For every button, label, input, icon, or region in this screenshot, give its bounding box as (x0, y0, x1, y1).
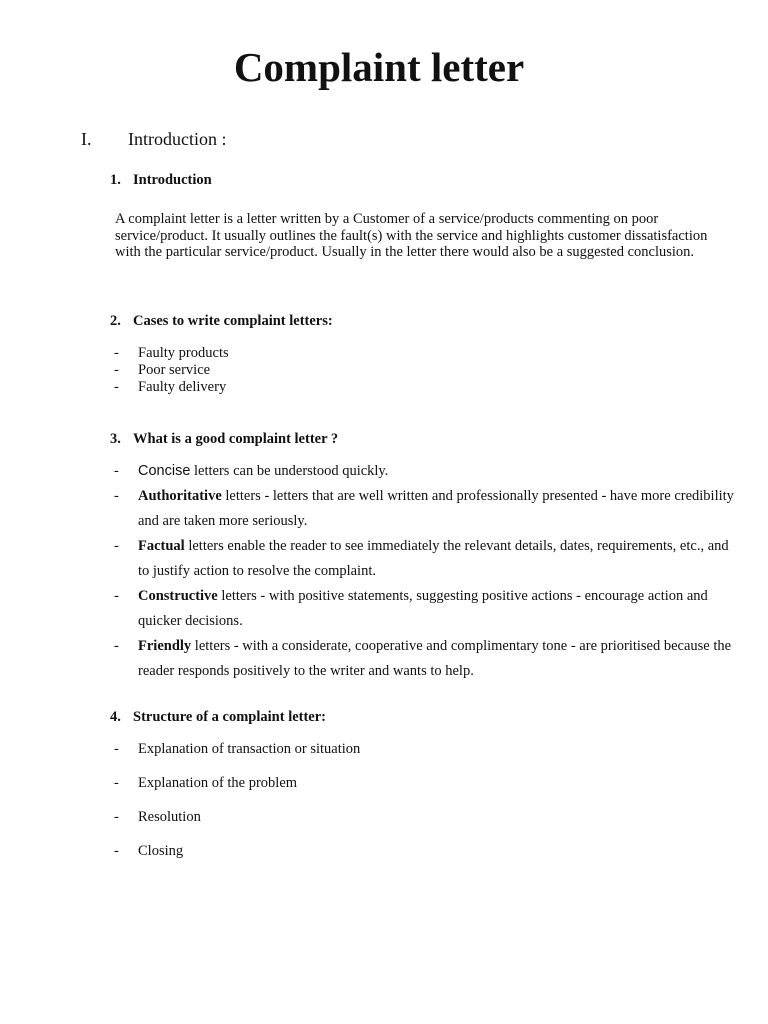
list-item: - Faulty delivery (114, 379, 229, 396)
quality-term: Factual (138, 538, 185, 554)
quality-term: Authoritative (138, 488, 222, 504)
subheading-cases (110, 312, 333, 330)
list-item (114, 584, 738, 634)
quality-description: letters - with a considerate, cooperative and complimentary tone - are prioritised because the reader responds positively to the writer and wants to help. (138, 638, 732, 679)
subheading-introduction (110, 171, 212, 189)
subheading-number: 1. (110, 172, 121, 188)
list-item (114, 484, 738, 534)
introduction-paragraph: A complaint letter is a letter written by a Customer of a service/products commenting on poor service/product. It usually outlines the fault(s) with the service and highlights customer dissatisfaction with the particular service/product. Usually in the letter there would also be a suggested conclusion. (115, 211, 708, 260)
subheading-number: 2. (110, 313, 121, 329)
quality-term: Constructive (138, 588, 218, 604)
list-item: - Explanation of the problem (114, 774, 360, 792)
subheading-number: 3. (110, 431, 121, 447)
list-item: - Explanation of transaction or situation (114, 740, 360, 758)
quality-term: Friendly (138, 638, 192, 654)
list-item (114, 459, 738, 484)
good-letter-list (114, 459, 738, 684)
subheading-number: 4. (110, 709, 121, 725)
quality-description: letters can be understood quickly. (190, 463, 389, 479)
subheading-label: Cases to write complaint letters: (133, 313, 333, 329)
list-item: - Resolution (114, 808, 360, 826)
section-numeral: I. (81, 129, 92, 149)
quality-description: letters - with positive statements, suggesting positive actions - encourage action and quicker decisions. (138, 588, 708, 629)
list-item: - Poor service (114, 362, 229, 379)
list-item: - Closing (114, 842, 360, 860)
subheading-structure (110, 708, 326, 726)
cases-list (114, 345, 229, 396)
list-item (114, 534, 738, 584)
subheading-label: Structure of a complaint letter: (133, 709, 327, 725)
subheading-good-letter (110, 430, 338, 448)
section-heading (81, 128, 226, 150)
quality-description: letters enable the reader to see immediately the relevant details, dates, requirements, etc., and to justify action to resolve the complaint. (138, 538, 729, 579)
quality-term: Concise (138, 463, 191, 479)
list-item: - Faulty products (114, 345, 229, 362)
list-item (114, 634, 738, 684)
section-label: Introduction : (128, 129, 227, 149)
structure-list (114, 740, 360, 876)
subheading-label: Introduction (133, 172, 212, 188)
document-title: Complaint letter (233, 44, 525, 90)
quality-description: letters - letters that are well written and professionally presented - have more credibility and are taken more seriously. (138, 488, 734, 529)
subheading-label: What is a good complaint letter ? (133, 431, 339, 447)
